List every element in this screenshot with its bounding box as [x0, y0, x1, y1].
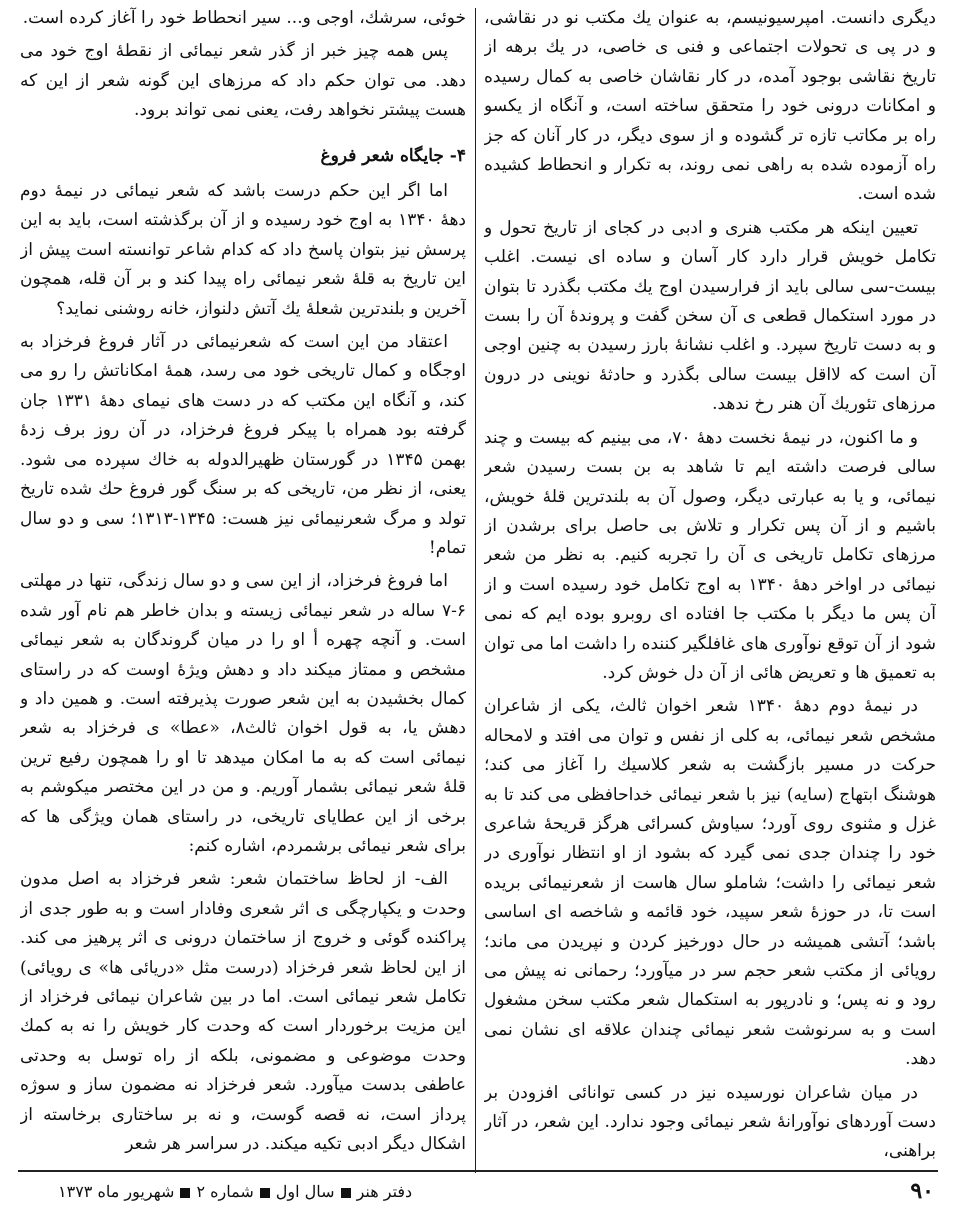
paragraph: اما اگر این حكم درست باشد كه شعر نیمائی در نیمهٔ دوم دههٔ ۱۳۴۰ به اوج خود رسیده و از آن برگذشته است، باید به این پرسش نیز بتوان پاسخ داد كه كدام شاعر توانسته است پیش از این تاریخ به قلهٔ شعر نیمائی راه پیدا كند و بر آن قله، همچون آخرین و بلندترین شعلهٔ یك آتش دلنواز، خانه روشنی نماید؟ — [20, 181, 466, 319]
page-footer — [18, 1180, 938, 1206]
journal-year: سال اول — [275, 1182, 335, 1201]
square-bullet-icon — [341, 1188, 351, 1198]
page-number: ۹۰ — [910, 1178, 934, 1204]
paragraph: پس همه چیز خبر از گذر شعر نیمائی از نقطهٔ اوج خود می دهد. می توان حكم داد كه مرزهای این گونه شعر از این كه هست پیشتر نخواهد رفت، یعنی نمی تواند برود. — [20, 41, 466, 121]
left-column — [20, 4, 466, 1162]
journal-info — [58, 1182, 412, 1201]
paragraph: الف- از لحاظ ساختمان شعر: شعر فرخزاد به اصل مدون وحدت و یكپارچگی ی اثر شعری وفادار است و به طور جدی از پراكنده گوئی و خروج از ساختمان درونی ی اثر پرهیز می كند. از این لحاظ شعر فرخزاد (درست مثل «دریائی ها» ی رویائی) تكامل شعر نیمائی است. اما در بین شاعران نیمائی فرخزاد از این مزیت برخوردار است كه وحدت كار خویش را نه به كمك وحدت موضوعی و مضمونی، بلكه از راه توسل به وحدتی عاطفی بدست میآورد. شعر فرخزاد نه مضمون ساز و سوژه پرداز است، نه قصه گوست، و نه بر ساختاری برخاسته از اشكال دیگر ادبی تكیه میكند. در سراسر هر شعر — [20, 869, 466, 1155]
footer-divider — [18, 1170, 938, 1172]
square-bullet-icon — [260, 1188, 270, 1198]
section-heading: ۴- جایگاه شعر فروغ — [320, 145, 466, 166]
paragraph: اعتقاد من این است كه شعرنیمائی در آثار فروغ فرخزاد به اوجگاه و كمال تاریخی خود می رسد، همهٔ امكاناتش را رو می كند، و آنگاه این مكتب كه در دست های نیمای دههٔ ۱۳۳۱ جان گرفته بود همراه با پیكر فروغ فرخزاد، در آن روز برف زدهٔ بهمن ۱۳۴۵ در گورستان ظهیرالدوله به خاك سپرده می شود. یعنی، از نظر من، تاریخی كه بر سنگ گور فروغ حك شده تاریخ تولد و مرگ شعرنیمائی نیز هست: ۱۳۴۵-۱۳۱۳؛ سی و دو سال تمام! — [20, 332, 466, 558]
journal-issue: شماره ۲ — [196, 1182, 254, 1201]
journal-date: شهریور ماه ۱۳۷۳ — [58, 1182, 175, 1201]
square-bullet-icon — [180, 1188, 190, 1198]
paragraph: اما فروغ فرخزاد، از این سی و دو سال زندگی، تنها در مهلتی ۶-۷ ساله در شعر نیمائی زیسته و بدان خاطر هم نام آور شده است. و آنچه چهره أ او را در میان گروندگان به شعر نیمائی مشخص و ممتاز میكند داد و دهش ویژهٔ اوست كه در راستای كمال بخشیدن به این شعر صورت پذیرفته است. و همین داد و دهش یا، به قول اخوان ثالث۸، «عطا» ی فرخزاد به شعر نیمائی است كه به ما امكان میدهد تا او را همچون رفیع ترین قلهٔ شعر نیمائی بشمار آوریم. و من در این مختصر میكوشم به برخی از این عطایای تاریخی، در راستای همان ویژگی ها كه برای شعر نیمائی برشمردم، اشاره كنم: — [20, 571, 466, 856]
paragraph: خوئی، سرشك، اوجی و... سیر انحطاط خود را آغاز كرده است. — [22, 8, 466, 28]
right-column — [484, 4, 936, 1162]
paragraph: تعیین اینكه هر مكتب هنری و ادبی در كجای از تاریخ تحول و تكامل خویش قرار دارد كار آسان و ساده ای نیست. اغلب بیست-سی سالی باید از فرارسیدن اوج یك مكتب بگذرد تا بتوان در مورد استكمال قطعی ی آن سخن گفت و پروندهٔ آن را بست و به دست تاریخ سپرد. و اغلب نشانهٔ بارز رسیدن به چنین اوجی آن است كه لااقل بیست سالی بگذرد و حادثهٔ نوینی در درون مرزهای تئوریك آن هنر رخ ندهد. — [484, 217, 936, 415]
paragraph: دیگری دانست. امپرسیونیسم، به عنوان یك مكتب نو در نقاشی، و در پی ی تحولات اجتماعی و فنی ی خاصی، در یك برهه از تاریخ نقاشی بوجود آمده، در كار نقاشان خاصی به كمال رسیده و امكانات درونی خود را متحقق ساخته است، و آنگاه از یكسو راه بر مكاتب تازه تر گشوده و از سوی دیگر، در كار آنان كه جز راه آزموده شده به راهی نمی روند، به تكرار و انحطاط كشیده شده است. — [484, 8, 936, 205]
paragraph: و ما اكنون، در نیمهٔ نخست دههٔ ۷۰، می بینیم كه بیست و چند سالی فرصت داشته ایم تا شاهد به بن بست رسیدن شعر نیمائی، و یا به عبارتی دیگر، وصول آن به بلندترین قلهٔ خویش، باشیم و از آن پس تكرار و تلاش بی حاصل برای برشدن از مرزهای تكامل تاریخی ی آن را تجربه كنیم. به نظر من شعر نیمائی در اواخر دههٔ ۱۳۴۰ به اوج تكامل خود رسیده است و از آن پس ما دیگر با مكتب جا افتاده ای روبرو بوده ایم كه نمی شود از آن توقع نوآوری های غافلگیر كننده را داشت اما می توان به تعمیق ها و تعریض هائی از آن دل خوش كرد. — [484, 427, 936, 683]
paragraph: در نیمهٔ دوم دههٔ ۱۳۴۰ شعر اخوان ثالث، یكی از شاعران مشخص شعر نیمائی، به كلی از نفس و توان می افتد و لامحاله حركت در مسیر بازگشت به شعر كلاسیك را آغاز می كند؛ هوشنگ ابتهاج (سایه) نیز با شعر نیمائی خداحافظی می كند تا به غزل و مثنوی روی آورد؛ سیاوش كسرائی هرگز قریحهٔ شاعری خود را چندان جدی نمی گیرد كه بشود از او انتظار نوآوری در شعر نیمائی را داشت؛ شاملو سال هاست از شعرنیمائی بریده است تا، در حوزهٔ شعر سپید، خود قائمه و شاخصه ای اساسی باشد؛ آتشی همیشه در حال دورخیز كردن و نپریدن می ماند؛ رویائی از مكتب شعر حجم سر در میآورد؛ رحمانی نه پیش می رود و نه پس؛ و نادرپور به استكمال شعر مكتب سخن مشغول است و به سرنوشت شعر نیمائی چندان علاقه ای نشان نمی دهد. — [484, 696, 936, 1070]
paragraph: در میان شاعران نورسیده نیز در كسی توانائی افزودن بر دست آوردهای نوآورانهٔ شعر نیمائی وجود ندارد. این شعر، در آثار براهنی، — [484, 1082, 936, 1162]
journal-name: دفتر هنر — [356, 1182, 413, 1201]
column-divider — [475, 8, 476, 1173]
